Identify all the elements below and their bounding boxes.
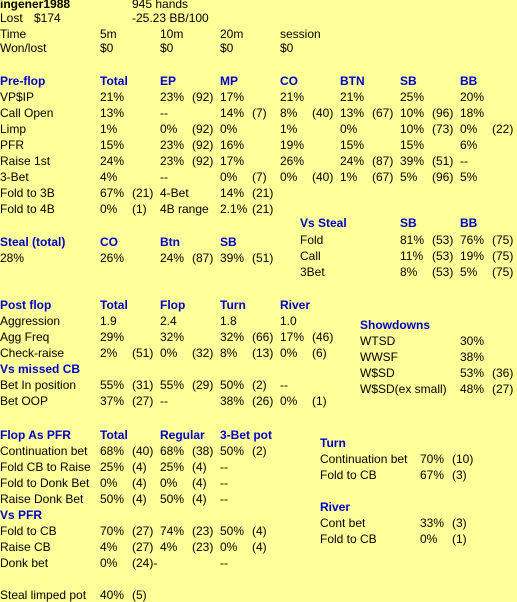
fold4b-value: 0% bbox=[100, 202, 118, 216]
vs-pfr-cell: (24)- bbox=[132, 556, 158, 570]
river-title: River bbox=[320, 500, 351, 514]
preflop-col-header: BTN bbox=[340, 74, 365, 88]
preflop-cell: 8% bbox=[280, 106, 298, 120]
preflop-cell: 23% bbox=[160, 154, 185, 168]
vs-pfr-cell: (23) bbox=[192, 540, 214, 554]
postflop-cell: 32% bbox=[220, 330, 245, 344]
fold3b-value: 67% bbox=[100, 186, 125, 200]
preflop-cell: 0% bbox=[460, 122, 478, 136]
steal-title: Steal (total) bbox=[0, 235, 66, 249]
fold4b-label: Fold to 4B bbox=[0, 202, 55, 216]
flop-pfr-cell: -- bbox=[220, 460, 228, 474]
preflop-cell: 17% bbox=[220, 154, 245, 168]
preflop-cell: 10% bbox=[400, 122, 425, 136]
showdowns-count: (27) bbox=[492, 382, 514, 396]
vs-steal-cell: (75) bbox=[492, 233, 514, 247]
preflop-cell: 0% bbox=[220, 170, 238, 184]
wonlost-value: $0 bbox=[100, 41, 114, 55]
vs-missed-cb-cell: 0% bbox=[280, 394, 298, 408]
preflop-title: Pre-flop bbox=[0, 74, 46, 88]
postflop-cell: 1.8 bbox=[220, 314, 237, 328]
preflop-cell: -- bbox=[160, 170, 168, 184]
preflop-cell: (40) bbox=[312, 106, 334, 120]
postflop-title: Post flop bbox=[0, 298, 52, 312]
vs-missed-cb-row-label: Bet OOP bbox=[0, 394, 49, 408]
steal-cell: (87) bbox=[192, 251, 214, 265]
vs-pfr-row-label: Fold to CB bbox=[0, 524, 57, 538]
wonlost-label: Won/lost bbox=[0, 41, 47, 55]
preflop-cell: 5% bbox=[400, 170, 418, 184]
turn-value: 70% bbox=[420, 452, 445, 466]
postflop-cell: (66) bbox=[252, 330, 274, 344]
preflop-col-header: EP bbox=[160, 74, 177, 88]
vs-steal-cell: 8% bbox=[400, 265, 418, 279]
time-label: Time bbox=[0, 27, 27, 41]
flop-pfr-cell: 68% bbox=[100, 444, 125, 458]
range-value: 2.1% bbox=[220, 202, 248, 216]
river-value: 0% bbox=[420, 532, 438, 546]
vs-missed-cb-cell: 55% bbox=[100, 378, 125, 392]
vs-pfr-cell: 0% bbox=[100, 556, 118, 570]
vs-pfr-cell: 0% bbox=[220, 540, 238, 554]
steal-col-header: Btn bbox=[160, 235, 180, 249]
vs-steal-row-label: 3Bet bbox=[300, 265, 325, 279]
lost-value: $174 bbox=[34, 11, 61, 25]
preflop-cell: (96) bbox=[432, 170, 454, 184]
postflop-col-header: River bbox=[280, 298, 311, 312]
preflop-cell: 15% bbox=[340, 138, 365, 152]
flop-pfr-cell: 25% bbox=[160, 460, 185, 474]
preflop-cell: (92) bbox=[192, 122, 214, 136]
flop-pfr-cell: (4) bbox=[132, 492, 147, 506]
preflop-cell: 4% bbox=[100, 170, 118, 184]
postflop-cell: 8% bbox=[220, 346, 238, 360]
preflop-cell: 5% bbox=[460, 170, 478, 184]
wonlost-value: $0 bbox=[220, 41, 234, 55]
range-label: 4B range bbox=[160, 202, 209, 216]
time-col-header: 10m bbox=[160, 27, 184, 41]
preflop-cell: 14% bbox=[220, 106, 245, 120]
postflop-cell: 0% bbox=[160, 346, 178, 360]
preflop-cell: -- bbox=[160, 106, 168, 120]
showdowns-title: Showdowns bbox=[360, 318, 430, 332]
flop-pfr-cell: 50% bbox=[100, 492, 125, 506]
vs-missed-cb-cell: (29) bbox=[192, 378, 214, 392]
preflop-cell: (22) bbox=[492, 122, 514, 136]
postflop-row-label: Agg Freq bbox=[0, 330, 50, 344]
steal-limped-count: (5) bbox=[132, 588, 147, 602]
vs-steal-cell: (53) bbox=[432, 249, 454, 263]
preflop-row-label: Call Open bbox=[0, 106, 54, 120]
preflop-row-label: Raise 1st bbox=[0, 154, 51, 168]
vs-pfr-row-label: Raise CB bbox=[0, 540, 51, 554]
bb100-value: -25.23 BB/100 bbox=[132, 11, 209, 25]
preflop-cell: (51) bbox=[432, 154, 454, 168]
preflop-col-header: Total bbox=[100, 74, 128, 88]
preflop-cell: (67) bbox=[372, 106, 394, 120]
flop-pfr-cell: 50% bbox=[220, 444, 245, 458]
preflop-cell: (7) bbox=[252, 170, 267, 184]
steal-limped-value: 40% bbox=[100, 588, 125, 602]
preflop-cell: 0% bbox=[280, 170, 298, 184]
vs-pfr-cell: 70% bbox=[100, 524, 125, 538]
turn-value: 67% bbox=[420, 468, 445, 482]
vs-missed-cb-cell: 37% bbox=[100, 394, 125, 408]
fourbet-value: 14% bbox=[220, 186, 245, 200]
flop-pfr-cell: (4) bbox=[132, 460, 147, 474]
flop-pfr-col-header: 3-Bet pot bbox=[220, 428, 272, 442]
preflop-cell: 20% bbox=[460, 90, 485, 104]
showdowns-value: 38% bbox=[460, 350, 485, 364]
flop-pfr-cell: (4) bbox=[192, 492, 207, 506]
preflop-cell: 17% bbox=[220, 90, 245, 104]
steal-col-header: CO bbox=[100, 235, 118, 249]
preflop-row-label: 3-Bet bbox=[0, 170, 29, 184]
flop-pfr-cell: (38) bbox=[192, 444, 214, 458]
flop-pfr-cell: (4) bbox=[192, 476, 207, 490]
showdowns-row-label: W$SD bbox=[360, 366, 395, 380]
vs-steal-cell: (75) bbox=[492, 249, 514, 263]
vs-steal-row-label: Call bbox=[300, 249, 321, 263]
turn-count: (10) bbox=[452, 452, 474, 466]
flop-pfr-cell: 50% bbox=[160, 492, 185, 506]
vs-missed-cb-cell: (2) bbox=[252, 378, 267, 392]
postflop-cell: (6) bbox=[312, 346, 327, 360]
showdowns-value: 48% bbox=[460, 382, 485, 396]
vs-steal-col-header: SB bbox=[400, 216, 417, 230]
preflop-cell: 6% bbox=[460, 138, 478, 152]
preflop-row-label: VP$IP bbox=[0, 90, 35, 104]
vs-pfr-title: Vs PFR bbox=[0, 508, 43, 522]
vs-pfr-cell: (4) bbox=[252, 524, 267, 538]
postflop-col-header: Flop bbox=[160, 298, 186, 312]
flop-pfr-col-header: Total bbox=[100, 428, 128, 442]
vs-pfr-cell: 4% bbox=[160, 540, 178, 554]
vs-missed-cb-cell: -- bbox=[160, 394, 168, 408]
fourbet-count: (21) bbox=[252, 186, 274, 200]
flop-pfr-cell: (4) bbox=[192, 460, 207, 474]
preflop-cell: 24% bbox=[340, 154, 365, 168]
flop-pfr-col-header: Regular bbox=[160, 428, 205, 442]
preflop-cell: (67) bbox=[372, 170, 394, 184]
vs-pfr-cell: 50% bbox=[220, 524, 245, 538]
flop-pfr-cell: (40) bbox=[132, 444, 154, 458]
postflop-cell: (32) bbox=[192, 346, 214, 360]
postflop-cell: 2.4 bbox=[160, 314, 177, 328]
preflop-cell: 0% bbox=[220, 122, 238, 136]
vs-missed-cb-cell: (27) bbox=[132, 394, 154, 408]
flop-pfr-row-label: Raise Donk Bet bbox=[0, 492, 84, 506]
flop-pfr-cell: 0% bbox=[160, 476, 178, 490]
river-row-label: Cont bet bbox=[320, 516, 366, 530]
preflop-cell: (40) bbox=[312, 170, 334, 184]
vs-missed-cb-title: Vs missed CB bbox=[0, 362, 81, 376]
preflop-cell: 16% bbox=[220, 138, 245, 152]
preflop-cell: (92) bbox=[192, 138, 214, 152]
flop-pfr-cell: 0% bbox=[100, 476, 118, 490]
vs-steal-cell: (53) bbox=[432, 265, 454, 279]
postflop-cell: 2% bbox=[100, 346, 118, 360]
flop-pfr-row-label: Fold CB to Raise bbox=[0, 460, 91, 474]
postflop-cell: (46) bbox=[312, 330, 334, 344]
preflop-cell: 0% bbox=[340, 122, 358, 136]
vs-steal-title: Vs Steal bbox=[300, 216, 347, 230]
preflop-cell: 1% bbox=[100, 122, 118, 136]
preflop-cell: 1% bbox=[280, 122, 298, 136]
preflop-cell: 23% bbox=[160, 138, 185, 152]
showdowns-row-label: WWSF bbox=[360, 350, 398, 364]
vs-pfr-cell: (27) bbox=[132, 524, 154, 538]
flop-pfr-cell: 68% bbox=[160, 444, 185, 458]
preflop-row-label: Limp bbox=[0, 122, 27, 136]
postflop-cell: 32% bbox=[160, 330, 185, 344]
vs-pfr-cell: (4) bbox=[252, 540, 267, 554]
river-count: (1) bbox=[452, 532, 467, 546]
postflop-col-header: Turn bbox=[220, 298, 246, 312]
showdowns-value: 30% bbox=[460, 334, 485, 348]
player-name: ingener1988 bbox=[0, 0, 71, 11]
preflop-cell: 10% bbox=[400, 106, 425, 120]
vs-pfr-cell: 4% bbox=[100, 540, 118, 554]
showdowns-row-label: W$SD(ex small) bbox=[360, 382, 447, 396]
turn-row-label: Fold to CB bbox=[320, 468, 377, 482]
time-col-header: 5m bbox=[100, 27, 117, 41]
fold3b-label: Fold to 3B bbox=[0, 186, 55, 200]
vs-steal-row-label: Fold bbox=[300, 233, 324, 247]
wonlost-value: $0 bbox=[280, 41, 294, 55]
preflop-cell: 19% bbox=[280, 138, 305, 152]
steal-total: 28% bbox=[0, 251, 25, 265]
river-count: (3) bbox=[452, 516, 467, 530]
postflop-cell: 29% bbox=[100, 330, 125, 344]
time-col-header: session bbox=[280, 27, 321, 41]
flop-pfr-cell: 25% bbox=[100, 460, 125, 474]
vs-pfr-cell: -- bbox=[220, 556, 228, 570]
preflop-cell: -- bbox=[460, 154, 468, 168]
postflop-cell: 1.0 bbox=[280, 314, 297, 328]
preflop-cell: 23% bbox=[160, 90, 185, 104]
preflop-cell: 13% bbox=[340, 106, 365, 120]
preflop-cell: (92) bbox=[192, 154, 214, 168]
preflop-cell: 25% bbox=[400, 90, 425, 104]
steal-cell: 26% bbox=[100, 251, 125, 265]
flop-pfr-cell: -- bbox=[220, 492, 228, 506]
postflop-row-label: Check-raise bbox=[0, 346, 65, 360]
steal-col-header: SB bbox=[220, 235, 237, 249]
vs-steal-cell: 19% bbox=[460, 249, 485, 263]
vs-pfr-cell: (23) bbox=[192, 524, 214, 538]
steal-cell: (51) bbox=[252, 251, 274, 265]
flop-pfr-cell: (4) bbox=[132, 476, 147, 490]
preflop-cell: (92) bbox=[192, 90, 214, 104]
preflop-cell: 15% bbox=[400, 138, 425, 152]
preflop-cell: (73) bbox=[432, 122, 454, 136]
vs-pfr-cell: (27) bbox=[132, 540, 154, 554]
vs-missed-cb-cell: (1) bbox=[312, 394, 327, 408]
vs-steal-cell: 76% bbox=[460, 233, 485, 247]
lost-label: Lost bbox=[0, 11, 23, 25]
preflop-cell: 18% bbox=[460, 106, 485, 120]
showdowns-value: 53% bbox=[460, 366, 485, 380]
hand-count: 945 hands bbox=[132, 0, 189, 11]
postflop-cell: 1.9 bbox=[100, 314, 117, 328]
range-count: (21) bbox=[252, 202, 274, 216]
preflop-col-header: CO bbox=[280, 74, 298, 88]
flop-pfr-row-label: Fold to Donk Bet bbox=[0, 476, 90, 490]
vs-steal-cell: 5% bbox=[460, 265, 478, 279]
time-col-header: 20m bbox=[220, 27, 244, 41]
vs-missed-cb-cell: (26) bbox=[252, 394, 274, 408]
vs-missed-cb-cell: (31) bbox=[132, 378, 154, 392]
postflop-cell: (13) bbox=[252, 346, 274, 360]
preflop-col-header: BB bbox=[460, 74, 478, 88]
vs-missed-cb-row-label: Bet In position bbox=[0, 378, 77, 392]
preflop-col-header: MP bbox=[220, 74, 238, 88]
showdowns-count: (36) bbox=[492, 366, 514, 380]
steal-cell: 24% bbox=[160, 251, 185, 265]
preflop-cell: (96) bbox=[432, 106, 454, 120]
preflop-cell: 24% bbox=[100, 154, 125, 168]
preflop-cell: 0% bbox=[160, 122, 178, 136]
preflop-cell: (7) bbox=[252, 106, 267, 120]
river-row-label: Fold to CB bbox=[320, 532, 377, 546]
steal-limped-label: Steal limped pot bbox=[0, 588, 87, 602]
turn-count: (3) bbox=[452, 468, 467, 482]
turn-title: Turn bbox=[320, 436, 346, 450]
preflop-row-label: PFR bbox=[0, 138, 24, 152]
fold3b-count: (21) bbox=[132, 186, 154, 200]
vs-missed-cb-cell: -- bbox=[280, 378, 288, 392]
showdowns-row-label: WTSD bbox=[360, 334, 396, 348]
preflop-cell: 21% bbox=[100, 90, 125, 104]
preflop-cell: 13% bbox=[100, 106, 125, 120]
postflop-cell: 0% bbox=[280, 346, 298, 360]
postflop-row-label: Aggression bbox=[0, 314, 61, 328]
vs-missed-cb-cell: 55% bbox=[160, 378, 185, 392]
fold4b-count: (1) bbox=[132, 202, 147, 216]
vs-pfr-cell: 74% bbox=[160, 524, 185, 538]
vs-steal-cell: (53) bbox=[432, 233, 454, 247]
vs-missed-cb-cell: 50% bbox=[220, 378, 245, 392]
postflop-col-header: Total bbox=[100, 298, 128, 312]
preflop-cell: 21% bbox=[340, 90, 365, 104]
preflop-cell: 26% bbox=[280, 154, 305, 168]
preflop-col-header: SB bbox=[400, 74, 417, 88]
flop-pfr-cell: (2) bbox=[252, 444, 267, 458]
preflop-cell: 15% bbox=[100, 138, 125, 152]
preflop-cell: 1% bbox=[340, 170, 358, 184]
vs-steal-cell: 81% bbox=[400, 233, 425, 247]
flop-pfr-row-label: Continuation bet bbox=[0, 444, 88, 458]
vs-missed-cb-cell: 38% bbox=[220, 394, 245, 408]
steal-cell: 39% bbox=[220, 251, 245, 265]
preflop-cell: 39% bbox=[400, 154, 425, 168]
preflop-cell: 21% bbox=[280, 90, 305, 104]
vs-steal-cell: (75) bbox=[492, 265, 514, 279]
preflop-cell: (87) bbox=[372, 154, 394, 168]
vs-pfr-row-label: Donk bet bbox=[0, 556, 49, 570]
postflop-cell: (51) bbox=[132, 346, 154, 360]
postflop-cell: 17% bbox=[280, 330, 305, 344]
river-value: 33% bbox=[420, 516, 445, 530]
vs-steal-cell: 11% bbox=[400, 249, 424, 263]
flop-pfr-title: Flop As PFR bbox=[0, 428, 71, 442]
turn-row-label: Continuation bet bbox=[320, 452, 408, 466]
vs-steal-col-header: BB bbox=[460, 216, 478, 230]
fourbet-label: 4-Bet bbox=[160, 186, 189, 200]
wonlost-value: $0 bbox=[160, 41, 174, 55]
flop-pfr-cell: -- bbox=[220, 476, 228, 490]
